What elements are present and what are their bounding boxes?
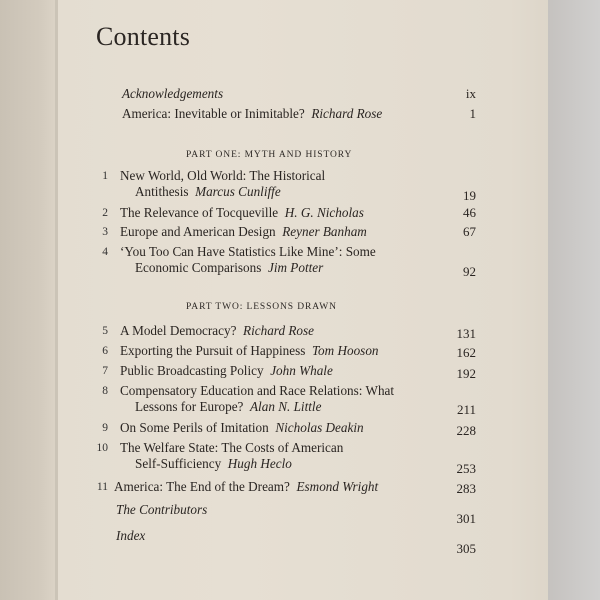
entry-page: 131	[456, 326, 476, 341]
entry-title: Compensatory Education and Race Relations: What	[120, 383, 395, 398]
page-title: Contents	[96, 22, 191, 51]
entry-title: On Some Perils of Imitation Nicholas Deakin	[120, 420, 364, 435]
entry-title: The Welfare State: The Costs of American	[120, 440, 344, 455]
book-gutter	[0, 0, 58, 600]
chapter-number: 1	[102, 170, 108, 182]
entry-title: Acknowledgements	[122, 86, 224, 101]
entry-title: A Model Democracy? Richard Rose	[120, 323, 314, 338]
chapter-number: 5	[102, 325, 108, 337]
entry-page: 192	[456, 366, 476, 381]
entry-title: Public Broadcasting Policy John Whale	[120, 363, 333, 378]
entry-title-continued: Economic Comparisons Jim Potter	[135, 260, 324, 275]
entry-title: Exporting the Pursuit of Happiness Tom Hooson	[120, 343, 379, 358]
entry-page: 92	[463, 264, 476, 279]
chapter-number: 7	[102, 365, 108, 377]
background-surface	[548, 0, 600, 600]
page-edge-shadow	[55, 0, 58, 600]
entry-title: ‘You Too Can Have Statistics Like Mine’: Some	[120, 244, 376, 259]
entry-page: 305	[456, 541, 476, 556]
chapter-number: 4	[102, 246, 108, 258]
entry-page: 67	[463, 224, 476, 239]
entry-page: 211	[456, 402, 476, 417]
entry-title: New World, Old World: The Historical	[120, 168, 326, 183]
entry-page: 46	[463, 205, 476, 220]
chapter-number: 3	[102, 226, 108, 238]
chapter-number: 11	[96, 481, 108, 493]
entry-page: 162	[456, 345, 476, 360]
chapter-number: 2	[102, 207, 108, 219]
entry-title: America: The End of the Dream? Esmond Wright	[114, 479, 379, 494]
entry-page: 19	[463, 188, 476, 203]
chapter-number: 9	[102, 422, 108, 434]
entry-page: 1	[469, 106, 476, 121]
entry-title: America: Inevitable or Inimitable? Richard Rose	[122, 106, 383, 121]
chapter-number: 8	[102, 385, 108, 397]
entry-title: Europe and American Design Reyner Banham	[120, 224, 367, 239]
entry-page: 283	[456, 481, 476, 496]
entry-page: ix	[465, 86, 476, 101]
entry-title-continued: Self-Sufficiency Hugh Heclo	[135, 456, 292, 471]
entry-page: 228	[456, 423, 476, 438]
chapter-number: 6	[102, 345, 108, 357]
part-heading: PART TWO: LESSONS DRAWN	[186, 302, 337, 312]
entry-title: Index	[116, 528, 146, 543]
chapter-number: 10	[96, 442, 108, 454]
entry-page: 301	[456, 511, 476, 526]
entry-title-continued: Antithesis Marcus Cunliffe	[135, 184, 281, 199]
entry-title-continued: Lessons for Europe? Alan N. Little	[135, 399, 322, 414]
entry-title: The Relevance of Tocqueville H. G. Nicholas	[120, 205, 364, 220]
entry-page: 253	[456, 461, 476, 476]
part-heading: PART ONE: MYTH AND HISTORY	[186, 150, 353, 160]
entry-title: The Contributors	[116, 502, 208, 517]
